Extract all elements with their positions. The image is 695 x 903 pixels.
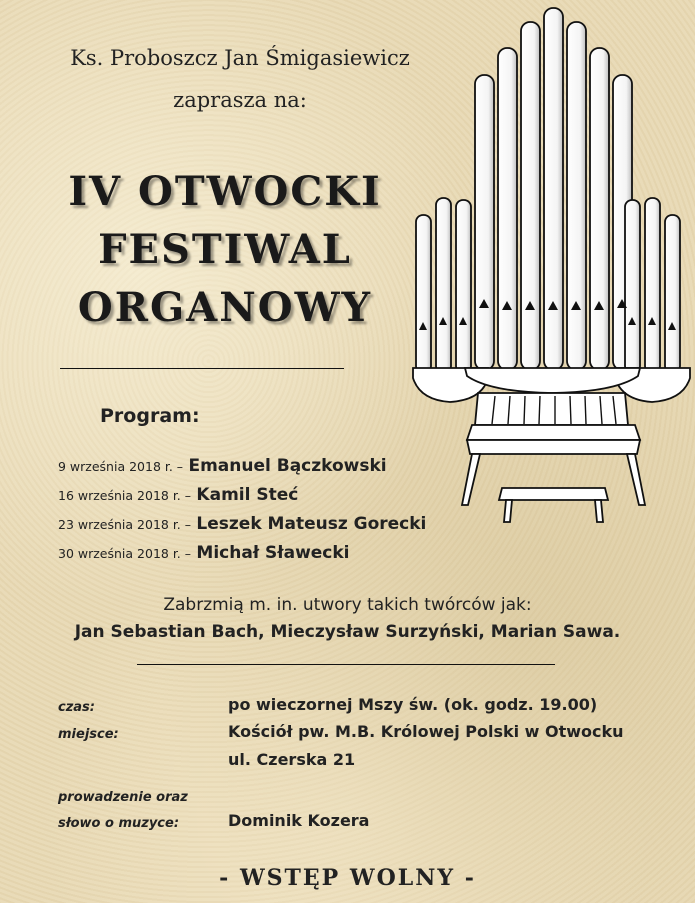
host-label-line-2: słowo o muzyce: xyxy=(58,816,180,831)
host-label-line-1: prowadzenie oraz xyxy=(58,790,188,805)
concert-performer: Kamil Steć xyxy=(196,485,299,505)
composers-list: Jan Sebastian Bach, Mieczysław Surzyński, Marian Sawa. xyxy=(74,622,621,642)
concert-item xyxy=(58,514,426,534)
concert-performer: Leszek Mateusz Gorecki xyxy=(196,514,427,534)
place-value: Kościół pw. M.B. Królowej Polski w Otwocku xyxy=(228,722,624,741)
program-label: Program: xyxy=(100,405,200,427)
concert-item xyxy=(58,485,298,505)
concert-performer: Michał Sławecki xyxy=(196,543,350,563)
host-line: Ks. Proboszcz Jan Śmigasiewicz xyxy=(70,46,410,70)
festival-title-line-1: IV OTWOCKI xyxy=(68,168,382,215)
title-divider xyxy=(60,368,344,369)
place-label: miejsce: xyxy=(58,727,119,742)
festival-title-line-2: FESTIWAL xyxy=(98,226,352,273)
pipe-organ-icon xyxy=(410,0,695,535)
concert-item xyxy=(58,543,350,563)
concert-date: 23 września 2018 r. – xyxy=(58,517,192,532)
free-entry-notice: - WSTĘP WOLNY - xyxy=(219,865,476,891)
time-value: po wieczornej Mszy św. (ok. godz. 19.00) xyxy=(228,695,598,714)
composers-intro: Zabrzmią m. in. utwory takich twórców jak: xyxy=(163,595,532,615)
place-address: ul. Czerska 21 xyxy=(228,750,356,769)
concert-item xyxy=(58,456,387,476)
invite-line: zaprasza na: xyxy=(173,88,307,112)
host-value: Dominik Kozera xyxy=(228,811,370,830)
concert-date: 16 września 2018 r. – xyxy=(58,488,192,503)
time-label: czas: xyxy=(58,700,95,715)
festival-title-line-3: ORGANOWY xyxy=(77,284,373,331)
section-divider xyxy=(137,664,555,665)
concert-date: 30 września 2018 r. – xyxy=(58,546,192,561)
concert-date: 9 września 2018 r. – xyxy=(58,459,184,474)
concert-performer: Emanuel Bączkowski xyxy=(188,456,387,476)
